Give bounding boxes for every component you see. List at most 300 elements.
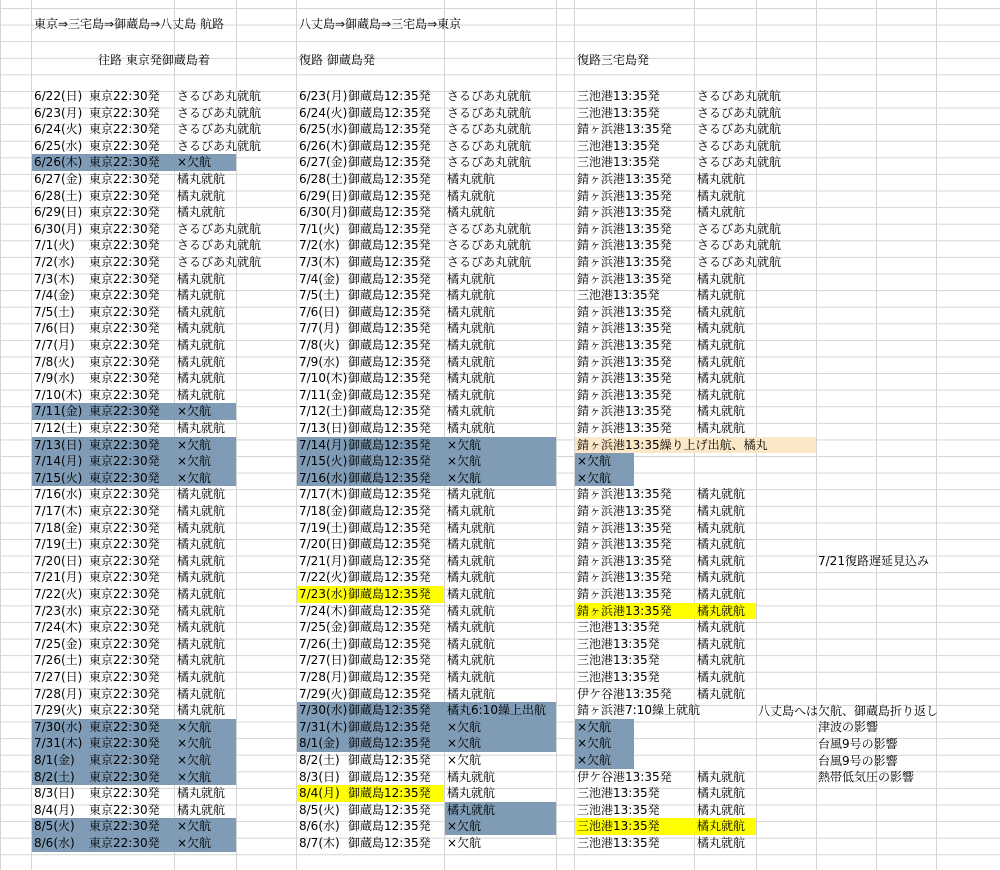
return-mikura-date: 7/31(木): [299, 719, 348, 734]
return-miyake-port: 錆ヶ浜港13:35発: [577, 487, 672, 502]
return-miyake-port: 錆ヶ浜港13:35発: [577, 271, 672, 286]
outbound-status: 橘丸就航: [177, 553, 226, 568]
outbound-departure: 東京22:30発: [89, 138, 160, 153]
note-typhoon-1: 台風9号の影響: [818, 737, 898, 751]
return-mikura-date: 8/3(日): [299, 769, 340, 784]
return-mikura-departure: 御蔵島12:35発: [348, 371, 431, 386]
return-mikura-departure: 御蔵島12:35発: [348, 504, 431, 518]
outbound-status: ×欠航: [177, 753, 212, 767]
outbound-date: 7/27(日): [34, 670, 83, 684]
outbound-departure: 東京22:30発: [89, 255, 160, 269]
return-mikura-status: 橘丸就航: [447, 603, 496, 618]
return-miyake-port: 錆ヶ浜港13:35発: [577, 172, 672, 186]
return-miyake-port: 三池港13:35発: [577, 105, 660, 120]
return-mikura-status: ×欠航: [447, 719, 482, 734]
return-miyake-status: さるびあ丸就航: [697, 221, 782, 236]
return-mikura-date: 7/13(日): [299, 421, 348, 435]
return-miyake-status: 橘丸就航: [697, 321, 746, 336]
return-mikura-status: ×欠航: [447, 437, 482, 452]
outbound-departure: 東京22:30発: [89, 836, 160, 850]
outbound-departure: 東京22:30発: [89, 155, 160, 170]
return-mikura-status: 橘丸就航: [447, 636, 496, 651]
return-mikura-status: 橘丸就航: [447, 487, 496, 502]
return-miyake-column-header: 復路三宅島発: [577, 53, 650, 67]
return-miyake-status: 橘丸就航: [697, 786, 746, 801]
return-mikura-departure: 御蔵島12:35発: [348, 520, 431, 535]
return-mikura-date: 7/4(金): [299, 271, 340, 286]
return-mikura-status: ×欠航: [447, 470, 482, 485]
outbound-departure: 東京22:30発: [89, 288, 160, 303]
return-mikura-status: 橘丸就航: [447, 387, 496, 402]
return-mikura-date: 7/22(火): [299, 570, 348, 585]
outbound-status: さるびあ丸就航: [177, 105, 262, 120]
return-mikura-status: 橘丸就航: [447, 504, 496, 518]
return-miyake-port: 三池港13:35発: [577, 802, 660, 817]
outbound-status: ×欠航: [177, 454, 212, 469]
outbound-status: 橘丸就航: [177, 653, 226, 668]
return-mikura-departure: 御蔵島12:35発: [348, 421, 431, 435]
return-mikura-status: ×欠航: [447, 753, 482, 767]
return-mikura-status: 橘丸就航: [447, 371, 496, 386]
outbound-date: 8/5(火): [34, 819, 75, 834]
return-mikura-departure: 御蔵島12:35発: [348, 703, 431, 718]
outbound-departure: 東京22:30発: [89, 570, 160, 585]
note-hachijo-cancel: 八丈島へは欠航、御蔵島折り返し: [758, 704, 939, 718]
return-mikura-status: 橘丸6:10繰上出航: [447, 703, 546, 718]
outbound-status: さるびあ丸就航: [177, 221, 262, 236]
outbound-status: ×欠航: [177, 736, 212, 751]
return-miyake-status: 橘丸就航: [697, 537, 746, 552]
return-miyake-status: さるびあ丸就航: [697, 138, 782, 153]
return-miyake-status: 橘丸就航: [697, 553, 746, 568]
return-miyake-port: 錆ヶ浜港13:35発: [577, 570, 672, 585]
outbound-date: 7/8(火): [34, 354, 75, 369]
return-miyake-port: 錆ヶ浜港13:35発: [577, 520, 672, 535]
outbound-departure: 東京22:30発: [89, 802, 160, 817]
return-mikura-date: 7/8(火): [299, 338, 340, 352]
return-mikura-date: 7/19(土): [299, 520, 348, 535]
outbound-date: 6/22(日): [34, 89, 83, 103]
outbound-status: さるびあ丸就航: [177, 122, 262, 137]
return-mikura-status: 橘丸就航: [447, 321, 496, 336]
return-miyake-port: 錆ヶ浜港13:35発: [577, 387, 672, 402]
outbound-status: さるびあ丸就航: [177, 255, 262, 269]
return-mikura-departure: 御蔵島12:35発: [348, 470, 431, 485]
outbound-route-title: 東京⇒三宅島⇒御蔵島⇒八丈島 航路: [34, 17, 224, 31]
return-mikura-date: 7/17(木): [299, 487, 348, 502]
outbound-date: 6/27(金): [34, 172, 83, 186]
return-mikura-status: さるびあ丸就航: [447, 155, 532, 170]
return-miyake-port: 錆ヶ浜港13:35発: [577, 205, 672, 220]
return-mikura-departure: 御蔵島12:35発: [348, 836, 431, 850]
return-mikura-date: 7/24(木): [299, 603, 348, 618]
return-mikura-departure: 御蔵島12:35発: [348, 172, 431, 186]
outbound-departure: 東京22:30発: [89, 703, 160, 718]
return-miyake-status: 橘丸就航: [697, 670, 746, 684]
return-mikura-status: 橘丸就航: [447, 670, 496, 684]
return-miyake-port: 錆ヶ浜港13:35発: [577, 304, 672, 319]
return-mikura-date: 7/10(木): [299, 371, 348, 386]
outbound-departure: 東京22:30発: [89, 221, 160, 236]
return-miyake-port: 三池港13:35発: [577, 288, 660, 303]
return-mikura-date: 7/3(木): [299, 255, 340, 269]
return-miyake-status: さるびあ丸就航: [697, 238, 782, 253]
outbound-departure: 東京22:30発: [89, 553, 160, 568]
return-mikura-departure: 御蔵島12:35発: [348, 719, 431, 734]
return-mikura-departure: 御蔵島12:35発: [348, 786, 431, 801]
outbound-status: 橘丸就航: [177, 205, 226, 220]
return-miyake-status: さるびあ丸就航: [697, 122, 782, 137]
return-mikura-status: 橘丸就航: [447, 553, 496, 568]
return-mikura-status: 橘丸就航: [447, 288, 496, 303]
note-typhoon-2: 台風9号の影響: [818, 754, 898, 768]
outbound-date: 7/18(金): [34, 520, 83, 535]
return-mikura-date: 7/15(火): [299, 454, 348, 469]
outbound-date: 7/31(木): [34, 736, 83, 751]
outbound-departure: 東京22:30発: [89, 487, 160, 502]
return-mikura-departure: 御蔵島12:35発: [348, 603, 431, 618]
return-miyake-status: 橘丸就航: [697, 603, 746, 618]
return-mikura-departure: 御蔵島12:35発: [348, 188, 431, 203]
return-miyake-status: 橘丸就航: [697, 288, 746, 303]
return-mikura-status: 橘丸就航: [447, 205, 496, 220]
return-mikura-status: 橘丸就航: [447, 570, 496, 585]
outbound-date: 8/1(金): [34, 753, 75, 767]
return-mikura-date: 7/27(日): [299, 653, 348, 668]
return-mikura-status: ×欠航: [447, 736, 482, 751]
outbound-departure: 東京22:30発: [89, 271, 160, 286]
outbound-status: ×欠航: [177, 470, 212, 485]
return-miyake-port: 錆ヶ浜港13:35発: [577, 221, 672, 236]
return-mikura-date: 8/4(月): [299, 786, 340, 801]
return-miyake-port: 錆ヶ浜港7:10繰上就航: [577, 703, 700, 718]
return-mikura-date: 7/28(月): [299, 670, 348, 684]
return-miyake-status: 橘丸就航: [697, 371, 746, 386]
outbound-status: 橘丸就航: [177, 354, 226, 369]
return-miyake-port: 三池港13:35発: [577, 138, 660, 153]
return-mikura-status: 橘丸就航: [447, 537, 496, 552]
return-miyake-status: さるびあ丸就航: [697, 89, 782, 103]
return-mikura-departure: 御蔵島12:35発: [348, 819, 431, 834]
return-mikura-status: さるびあ丸就航: [447, 238, 532, 253]
return-mikura-date: 7/6(日): [299, 304, 340, 319]
return-miyake-status: 橘丸就航: [697, 354, 746, 369]
return-mikura-departure: 御蔵島12:35発: [348, 271, 431, 286]
return-miyake-status: 橘丸就航: [697, 304, 746, 319]
return-miyake-port: ×欠航: [577, 470, 612, 485]
return-miyake-status: 橘丸就航: [697, 836, 746, 850]
return-mikura-departure: 御蔵島12:35発: [348, 487, 431, 502]
outbound-date: 7/12(土): [34, 421, 83, 435]
outbound-departure: 東京22:30発: [89, 371, 160, 386]
return-miyake-status: 橘丸就航: [697, 188, 746, 203]
outbound-status: 橘丸就航: [177, 670, 226, 684]
outbound-date: 8/4(月): [34, 802, 75, 817]
outbound-date: 7/10(木): [34, 387, 83, 402]
return-mikura-departure: 御蔵島12:35発: [348, 537, 431, 552]
return-miyake-status: 橘丸就航: [697, 421, 746, 435]
outbound-date: 7/7(月): [34, 338, 75, 352]
outbound-departure: 東京22:30発: [89, 188, 160, 203]
outbound-departure: 東京22:30発: [89, 769, 160, 784]
outbound-status: ×欠航: [177, 836, 212, 850]
return-miyake-status: さるびあ丸就航: [697, 105, 782, 120]
return-miyake-status: 橘丸就航: [697, 504, 746, 518]
return-miyake-status: 橘丸就航: [697, 404, 746, 419]
return-mikura-departure: 御蔵島12:35発: [348, 620, 431, 635]
return-mikura-date: 7/20(日): [299, 537, 348, 552]
return-miyake-port: 三池港13:35発: [577, 155, 660, 170]
return-mikura-date: 8/1(金): [299, 736, 340, 751]
return-mikura-status: 橘丸就航: [447, 172, 496, 186]
return-miyake-status: 橘丸就航: [697, 819, 746, 834]
outbound-date: 6/25(水): [34, 138, 83, 153]
outbound-date: 7/4(金): [34, 288, 75, 303]
return-mikura-date: 7/30(水): [299, 703, 348, 718]
outbound-date: 7/17(木): [34, 504, 83, 518]
return-mikura-departure: 御蔵島12:35発: [348, 255, 431, 269]
outbound-date: 8/3(日): [34, 786, 75, 801]
column-divider: [694, 0, 695, 870]
return-miyake-port: 錆ヶ浜港13:35発: [577, 404, 672, 419]
outbound-departure: 東京22:30発: [89, 736, 160, 751]
return-miyake-port: 錆ヶ浜港13:35発: [577, 122, 672, 137]
return-mikura-departure: 御蔵島12:35発: [348, 404, 431, 419]
return-mikura-departure: 御蔵島12:35発: [348, 122, 431, 137]
return-mikura-status: さるびあ丸就航: [447, 221, 532, 236]
outbound-date: 7/16(水): [34, 487, 83, 502]
return-miyake-port: ×欠航: [577, 454, 612, 469]
return-miyake-status: 橘丸就航: [697, 620, 746, 635]
return-mikura-status: 橘丸就航: [447, 520, 496, 535]
outbound-status: ×欠航: [177, 719, 212, 734]
outbound-status: 橘丸就航: [177, 587, 226, 601]
outbound-date: 7/15(火): [34, 470, 83, 485]
outbound-date: 7/9(水): [34, 371, 75, 386]
return-mikura-date: 7/1(火): [299, 221, 340, 236]
return-miyake-port: 錆ヶ浜港13:35発: [577, 371, 672, 386]
return-miyake-port: 三池港13:35発: [577, 786, 660, 801]
return-miyake-port: 錆ヶ浜港13:35発: [577, 238, 672, 253]
outbound-departure: 東京22:30発: [89, 105, 160, 120]
return-mikura-status: 橘丸就航: [447, 188, 496, 203]
outbound-status: 橘丸就航: [177, 786, 226, 801]
return-mikura-departure: 御蔵島12:35発: [348, 653, 431, 668]
outbound-date: 7/26(土): [34, 653, 83, 668]
return-miyake-port: 三池港13:35発: [577, 620, 660, 635]
return-mikura-departure: 御蔵島12:35発: [348, 686, 431, 701]
return-mikura-date: 6/23(月): [299, 89, 348, 103]
outbound-date: 7/30(水): [34, 719, 83, 734]
return-mikura-status: ×欠航: [447, 819, 482, 834]
return-mikura-status: さるびあ丸就航: [447, 89, 532, 103]
return-mikura-date: 7/21(月): [299, 553, 348, 568]
return-mikura-date: 6/26(木): [299, 138, 348, 153]
outbound-status: ×欠航: [177, 769, 212, 784]
return-mikura-status: さるびあ丸就航: [447, 138, 532, 153]
outbound-date: 7/1(火): [34, 238, 75, 253]
outbound-departure: 東京22:30発: [89, 603, 160, 618]
return-mikura-departure: 御蔵島12:35発: [348, 636, 431, 651]
return-miyake-port: 錆ヶ浜港13:35発: [577, 255, 672, 269]
outbound-status: ×欠航: [177, 437, 212, 452]
return-mikura-date: 7/9(水): [299, 354, 340, 369]
return-mikura-date: 8/6(水): [299, 819, 340, 834]
return-mikura-departure: 御蔵島12:35発: [348, 736, 431, 751]
outbound-departure: 東京22:30発: [89, 653, 160, 668]
outbound-status: 橘丸就航: [177, 421, 226, 435]
outbound-date: 8/2(土): [34, 769, 75, 784]
return-mikura-departure: 御蔵島12:35発: [348, 553, 431, 568]
outbound-date: 7/22(火): [34, 587, 83, 601]
outbound-departure: 東京22:30発: [89, 504, 160, 518]
outbound-date: 7/24(木): [34, 620, 83, 635]
return-mikura-departure: 御蔵島12:35発: [348, 753, 431, 767]
outbound-status: 橘丸就航: [177, 387, 226, 402]
outbound-departure: 東京22:30発: [89, 719, 160, 734]
return-miyake-port: 錆ヶ浜港13:35発: [577, 338, 672, 352]
return-mikura-date: 7/23(水): [299, 587, 348, 601]
outbound-date: 7/13(日): [34, 437, 83, 452]
return-mikura-status: さるびあ丸就航: [447, 122, 532, 137]
outbound-departure: 東京22:30発: [89, 520, 160, 535]
outbound-date: 8/6(水): [34, 836, 75, 850]
return-mikura-status: 橘丸就航: [447, 653, 496, 668]
return-mikura-status: ×欠航: [447, 454, 482, 469]
return-miyake-status: 橘丸就航: [697, 487, 746, 502]
return-miyake-status: さるびあ丸就航: [697, 255, 782, 269]
return-miyake-port: 錆ヶ浜港13:35発: [577, 421, 672, 435]
return-miyake-port: 錆ヶ浜港13:35発: [577, 553, 672, 568]
return-miyake-status: 橘丸就航: [697, 570, 746, 585]
return-miyake-port: ×欠航: [577, 736, 612, 751]
outbound-departure: 東京22:30発: [89, 686, 160, 701]
return-miyake-status: 橘丸就航: [697, 205, 746, 220]
outbound-date: 7/6(日): [34, 321, 75, 336]
return-mikura-status: 橘丸就航: [447, 587, 496, 601]
outbound-date: 7/20(日): [34, 553, 83, 568]
note-tsunami: 津波の影響: [818, 720, 879, 734]
return-miyake-status: 橘丸就航: [697, 587, 746, 601]
return-mikura-departure: 御蔵島12:35発: [348, 338, 431, 352]
outbound-departure: 東京22:30発: [89, 205, 160, 220]
outbound-departure: 東京22:30発: [89, 454, 160, 469]
outbound-status: さるびあ丸就航: [177, 89, 262, 103]
outbound-date: 7/28(月): [34, 686, 83, 701]
outbound-date: 6/24(火): [34, 122, 83, 137]
return-mikura-departure: 御蔵島12:35発: [348, 105, 431, 120]
outbound-status: ×欠航: [177, 819, 212, 834]
return-mikura-status: さるびあ丸就航: [447, 255, 532, 269]
return-mikura-status: 橘丸就航: [447, 769, 496, 784]
return-mikura-departure: 御蔵島12:35発: [348, 587, 431, 601]
outbound-departure: 東京22:30発: [89, 122, 160, 137]
return-mikura-status: さるびあ丸就航: [447, 105, 532, 120]
column-divider: [936, 0, 937, 870]
return-miyake-status: さるびあ丸就航: [697, 155, 782, 170]
return-mikura-date: 7/2(水): [299, 238, 340, 253]
return-mikura-departure: 御蔵島12:35発: [348, 304, 431, 319]
outbound-departure: 東京22:30発: [89, 354, 160, 369]
outbound-status: 橘丸就航: [177, 172, 226, 186]
outbound-status: 橘丸就航: [177, 570, 226, 585]
outbound-status: ×欠航: [177, 404, 212, 419]
outbound-status: さるびあ丸就航: [177, 238, 262, 253]
return-miyake-port: 伊ケ谷港13:35発: [577, 769, 672, 784]
return-mikura-status: 橘丸就航: [447, 354, 496, 369]
return-mikura-departure: 御蔵島12:35発: [348, 205, 431, 220]
outbound-departure: 東京22:30発: [89, 404, 160, 419]
outbound-departure: 東京22:30発: [89, 89, 160, 103]
return-miyake-port: 伊ケ谷港13:35発: [577, 686, 672, 701]
outbound-status: 橘丸就航: [177, 802, 226, 817]
outbound-departure: 東京22:30発: [89, 437, 160, 452]
return-miyake-status: 橘丸就航: [697, 769, 746, 784]
return-mikura-date: 7/7(月): [299, 321, 340, 336]
return-miyake-port: 三池港13:35発: [577, 819, 660, 834]
return-mikura-departure: 御蔵島12:35発: [348, 138, 431, 153]
outbound-status: 橘丸就航: [177, 504, 226, 518]
outbound-departure: 東京22:30発: [89, 387, 160, 402]
outbound-status: 橘丸就航: [177, 487, 226, 502]
return-mikura-date: 6/28(土): [299, 172, 348, 186]
return-mikura-date: 6/24(火): [299, 105, 348, 120]
return-miyake-port: 錆ヶ浜港13:35発: [577, 188, 672, 203]
return-route-title: 八丈島⇒御蔵島⇒三宅島⇒東京: [299, 17, 462, 31]
outbound-status: 橘丸就航: [177, 537, 226, 552]
return-mikura-departure: 御蔵島12:35発: [348, 769, 431, 784]
return-miyake-port: 錆ヶ浜港13:35発: [577, 354, 672, 369]
return-mikura-departure: 御蔵島12:35発: [348, 802, 431, 817]
outbound-departure: 東京22:30発: [89, 470, 160, 485]
outbound-date: 6/28(土): [34, 188, 83, 203]
return-mikura-date: 6/25(水): [299, 122, 348, 137]
return-mikura-status: 橘丸就航: [447, 802, 496, 817]
outbound-departure: 東京22:30発: [89, 537, 160, 552]
return-miyake-port: 三池港13:35発: [577, 670, 660, 684]
outbound-date: 7/14(月): [34, 454, 83, 469]
note-delay: 7/21復路遅延見込み: [818, 554, 929, 568]
return-mikura-date: 7/18(金): [299, 504, 348, 518]
outbound-date: 7/23(水): [34, 603, 83, 618]
return-mikura-status: 橘丸就航: [447, 338, 496, 352]
return-miyake-status: 橘丸就航: [697, 172, 746, 186]
outbound-date: 6/29(日): [34, 205, 83, 220]
return-mikura-date: 7/12(土): [299, 404, 348, 419]
return-miyake-port: 錆ヶ浜港13:35発: [577, 587, 672, 601]
return-mikura-status: 橘丸就航: [447, 421, 496, 435]
return-mikura-departure: 御蔵島12:35発: [348, 454, 431, 469]
outbound-departure: 東京22:30発: [89, 338, 160, 352]
return-mikura-date: 8/2(土): [299, 753, 340, 767]
return-mikura-date: 8/5(火): [299, 802, 340, 817]
return-miyake-port: ×欠航: [577, 719, 612, 734]
return-mikura-departure: 御蔵島12:35発: [348, 437, 431, 452]
return-mikura-date: 7/29(火): [299, 686, 348, 701]
return-mikura-date: 6/29(日): [299, 188, 348, 203]
return-mikura-departure: 御蔵島12:35発: [348, 238, 431, 253]
return-mikura-departure: 御蔵島12:35発: [348, 321, 431, 336]
return-mikura-status: 橘丸就航: [447, 686, 496, 701]
outbound-status: さるびあ丸就航: [177, 138, 262, 153]
outbound-departure: 東京22:30発: [89, 421, 160, 435]
return-miyake-port: 三池港13:35発: [577, 89, 660, 103]
outbound-departure: 東京22:30発: [89, 238, 160, 253]
return-mikura-status: 橘丸就航: [447, 620, 496, 635]
outbound-status: 橘丸就航: [177, 271, 226, 286]
outbound-date: 7/21(月): [34, 570, 83, 585]
return-miyake-port: 錆ヶ浜港13:35発: [577, 603, 672, 618]
